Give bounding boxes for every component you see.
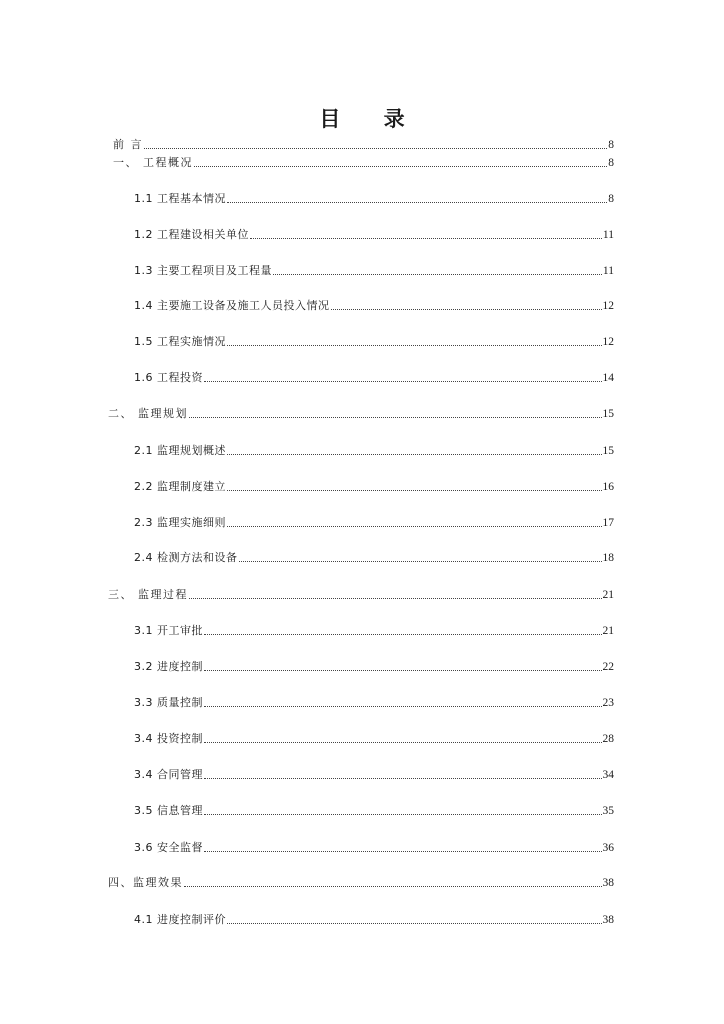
toc-entry-label: 一、 工程概况 <box>113 156 193 169</box>
toc-entry-label: 1.1 工程基本情况 <box>134 192 226 205</box>
toc-section-entry[interactable] <box>134 730 614 746</box>
toc-page-number: 14 <box>602 372 614 384</box>
toc-title: 目 录 <box>319 107 423 131</box>
toc-section-entry[interactable] <box>134 478 614 494</box>
toc-section-entry[interactable] <box>134 190 614 206</box>
toc-section-entry[interactable] <box>134 369 614 385</box>
toc-page-number: 15 <box>602 445 614 457</box>
dot-leader <box>204 705 602 707</box>
dot-leader <box>239 560 602 562</box>
toc-page-number: 8 <box>608 139 614 151</box>
toc-entry-label: 前 言 <box>113 138 143 151</box>
toc-page-number: 23 <box>602 697 614 709</box>
toc-entry-label: 1.5 工程实施情况 <box>134 335 226 348</box>
dot-leader <box>227 453 602 455</box>
toc-section-entry[interactable] <box>134 514 614 530</box>
toc-entry-label: 1.4 主要施工设备及施工人员投入情况 <box>134 299 330 312</box>
toc-page-number: 21 <box>602 625 614 637</box>
dot-leader <box>227 201 607 203</box>
toc-page-number: 38 <box>602 914 614 926</box>
toc-entry-label: 3.2 进度控制 <box>134 660 203 673</box>
dot-leader <box>204 777 602 779</box>
toc-entry-label: 3.6 安全监督 <box>134 841 203 854</box>
toc-page-number: 36 <box>602 842 614 854</box>
toc-section-entry[interactable] <box>134 549 614 565</box>
toc-entry-label: 四、监理效果 <box>108 876 183 889</box>
toc-chapter-entry[interactable] <box>113 154 614 170</box>
toc-page-number: 28 <box>602 733 614 745</box>
dot-leader <box>250 237 602 239</box>
dot-leader <box>184 885 602 887</box>
toc-section-entry[interactable] <box>134 297 614 313</box>
toc-chapter-entry[interactable] <box>108 586 614 602</box>
toc-page-number: 15 <box>602 408 614 420</box>
toc-entry-label: 3.4 投资控制 <box>134 732 203 745</box>
dot-leader <box>144 147 607 149</box>
toc-entry-label: 1.2 工程建设相关单位 <box>134 228 249 241</box>
toc-entry-label: 2.1 监理规划概述 <box>134 444 226 457</box>
toc-entry-label: 3.4 合同管理 <box>134 768 203 781</box>
toc-entry-label: 二、 监理规划 <box>108 407 188 420</box>
toc-section-entry[interactable] <box>134 333 614 349</box>
dot-leader <box>204 633 602 635</box>
dot-leader <box>194 165 607 167</box>
toc-page-number: 18 <box>602 552 614 564</box>
dot-leader <box>189 416 602 418</box>
dot-leader <box>273 273 602 275</box>
dot-leader <box>204 850 602 852</box>
toc-page-number: 12 <box>602 336 614 348</box>
dot-leader <box>204 669 602 671</box>
toc-section-entry[interactable] <box>134 442 614 458</box>
toc-entry-label: 2.2 监理制度建立 <box>134 480 226 493</box>
toc-section-entry[interactable] <box>134 766 614 782</box>
dot-leader <box>227 344 602 346</box>
toc-page-number: 12 <box>602 300 614 312</box>
toc-page-number: 8 <box>608 157 614 169</box>
toc-section-entry[interactable] <box>134 694 614 710</box>
dot-leader <box>227 922 602 924</box>
toc-page-number: 8 <box>608 193 614 205</box>
toc-page-number: 21 <box>602 589 614 601</box>
toc-chapter-entry[interactable] <box>113 136 614 152</box>
toc-section-entry[interactable] <box>134 226 614 242</box>
toc-page-number: 17 <box>602 517 614 529</box>
toc-entry-label: 3.1 开工审批 <box>134 624 203 637</box>
toc-chapter-entry[interactable] <box>108 405 614 421</box>
toc-section-entry[interactable] <box>134 262 614 278</box>
toc-chapter-entry[interactable] <box>108 874 614 890</box>
toc-section-entry[interactable] <box>134 839 614 855</box>
toc-page-number: 11 <box>602 265 614 277</box>
toc-entry-label: 2.4 检测方法和设备 <box>134 551 238 564</box>
toc-entry-label: 3.5 信息管理 <box>134 804 203 817</box>
toc-page-number: 34 <box>602 769 614 781</box>
dot-leader <box>204 741 602 743</box>
toc-section-entry[interactable] <box>134 911 614 927</box>
dot-leader <box>189 597 602 599</box>
dot-leader <box>204 813 602 815</box>
toc-entry-label: 4.1 进度控制评价 <box>134 913 226 926</box>
toc-section-entry[interactable] <box>134 802 614 818</box>
toc-entry-label: 1.6 工程投资 <box>134 371 203 384</box>
toc-section-entry[interactable] <box>134 658 614 674</box>
toc-entry-label: 2.3 监理实施细则 <box>134 516 226 529</box>
dot-leader <box>331 308 602 310</box>
dot-leader <box>227 525 602 527</box>
toc-page-number: 16 <box>602 481 614 493</box>
dot-leader <box>204 380 602 382</box>
toc-section-entry[interactable] <box>134 622 614 638</box>
toc-page-number: 22 <box>602 661 614 673</box>
toc-entry-label: 三、 监理过程 <box>108 588 188 601</box>
toc-page-number: 35 <box>602 805 614 817</box>
dot-leader <box>227 489 602 491</box>
toc-page-number: 11 <box>602 229 614 241</box>
toc-page-number: 38 <box>602 877 614 889</box>
toc-entry-label: 3.3 质量控制 <box>134 696 203 709</box>
toc-entry-label: 1.3 主要工程项目及工程量 <box>134 264 272 277</box>
